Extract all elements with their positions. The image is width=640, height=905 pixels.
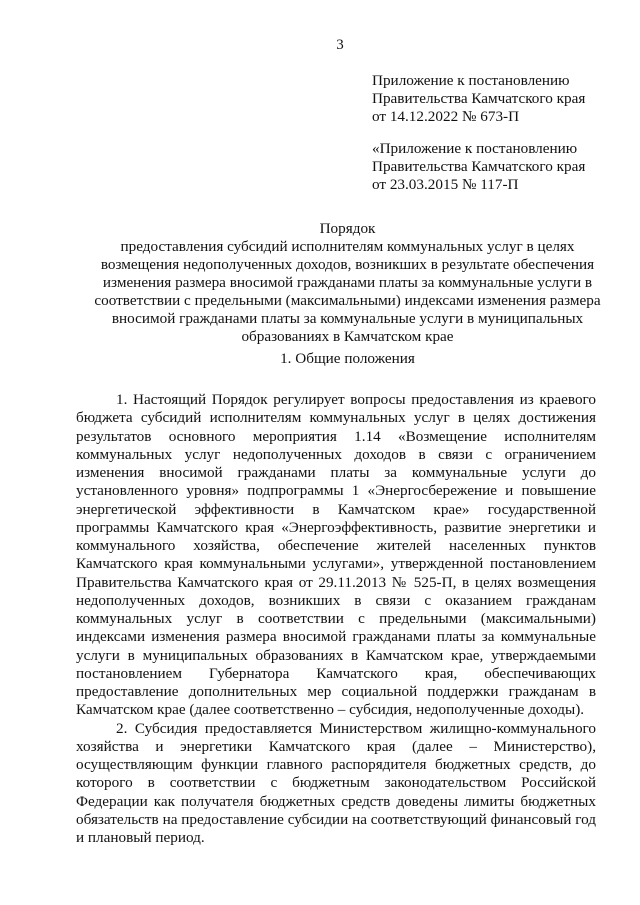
title-line: вносимой гражданами платы за коммунальные услуги в муниципальных [111, 310, 584, 327]
annex-line: Правительства Камчатского края [372, 158, 586, 175]
title-line: образованиях в Камчатском крае [241, 328, 454, 345]
annex-line: от 14.12.2022 № 673-П [372, 108, 520, 125]
annex-line: от 23.03.2015 № 117-П [372, 176, 519, 193]
title-line: возмещения недополученных доходов, возникших в результате обеспечения [100, 256, 595, 273]
annex-line: Правительства Камчатского края [372, 90, 586, 107]
annex-reference-current [372, 72, 612, 126]
document-title [70, 220, 625, 346]
title-line: изменения размера вносимой гражданами платы за коммунальные услуги в [102, 274, 593, 291]
annex-line: «Приложение к постановлению [372, 140, 578, 157]
page-number: 3 [336, 37, 344, 53]
annex-line: Приложение к постановлению [372, 72, 570, 89]
paragraph-1: 1. Настоящий Порядок регулирует вопросы предоставления из краевого бюджета субсидий исполнителям коммунальных услуг в целях достижения результатов основного мероприятия 1.14 «Возмещение исполнителям коммунальных услуг недополученных доходов в связи с ограничением изменения вносимой гражданами платы за коммунальные услуги до установленного уровня» подпрограммы 1 «Энергосбережение и повышение энергетической эффективности в Камчатском крае» государственной программы Камчатского края «Энергоэффективность, развитие энергетики и коммунального хозяйства, обеспечение жителей населенных пунктов Камчатского края коммунальными услугами», утвержденной постановлением Правительства Камчатского края от 29.11.2013 № 525-П, в целях возмещения недополученных доходов, возникших в связи с оказанием гражданам коммунальных услуг в соответствии с предельными (максимальными) индексами изменения размера вносимой гражданами платы за коммунальные услуги в муниципальных образованиях в Камчатском крае, утверждаемыми постановлением Губернатора Камчатского края, обеспечивающих предоставление дополнительных мер социальной поддержки гражданам в Камчатском крае (далее соответственно – субсидия, недополученные доходы). [76, 391, 596, 719]
paragraph-2: 2. Субсидия предоставляется Министерством жилищно-коммунального хозяйства и энергетики Камчатского края (далее – Министерство), осуществляющим функции главного распорядителя бюджетных средств, до которого в соответствии с бюджетным законодательством Российской Федерации как получателя бюджетных средств доведены лимиты бюджетных обязательств на предоставление субсидии на соответствующий финансовый год и плановый период. [76, 719, 596, 846]
title-line: предоставления субсидий исполнителям коммунальных услуг в целях [120, 238, 575, 255]
section-heading: 1. Общие положения [280, 350, 415, 367]
title-line: соответствии с предельными (максимальными) индексами изменения размера [94, 292, 601, 309]
title-heading: Порядок [319, 220, 376, 237]
section-body [76, 391, 596, 847]
annex-reference-original [372, 140, 612, 194]
